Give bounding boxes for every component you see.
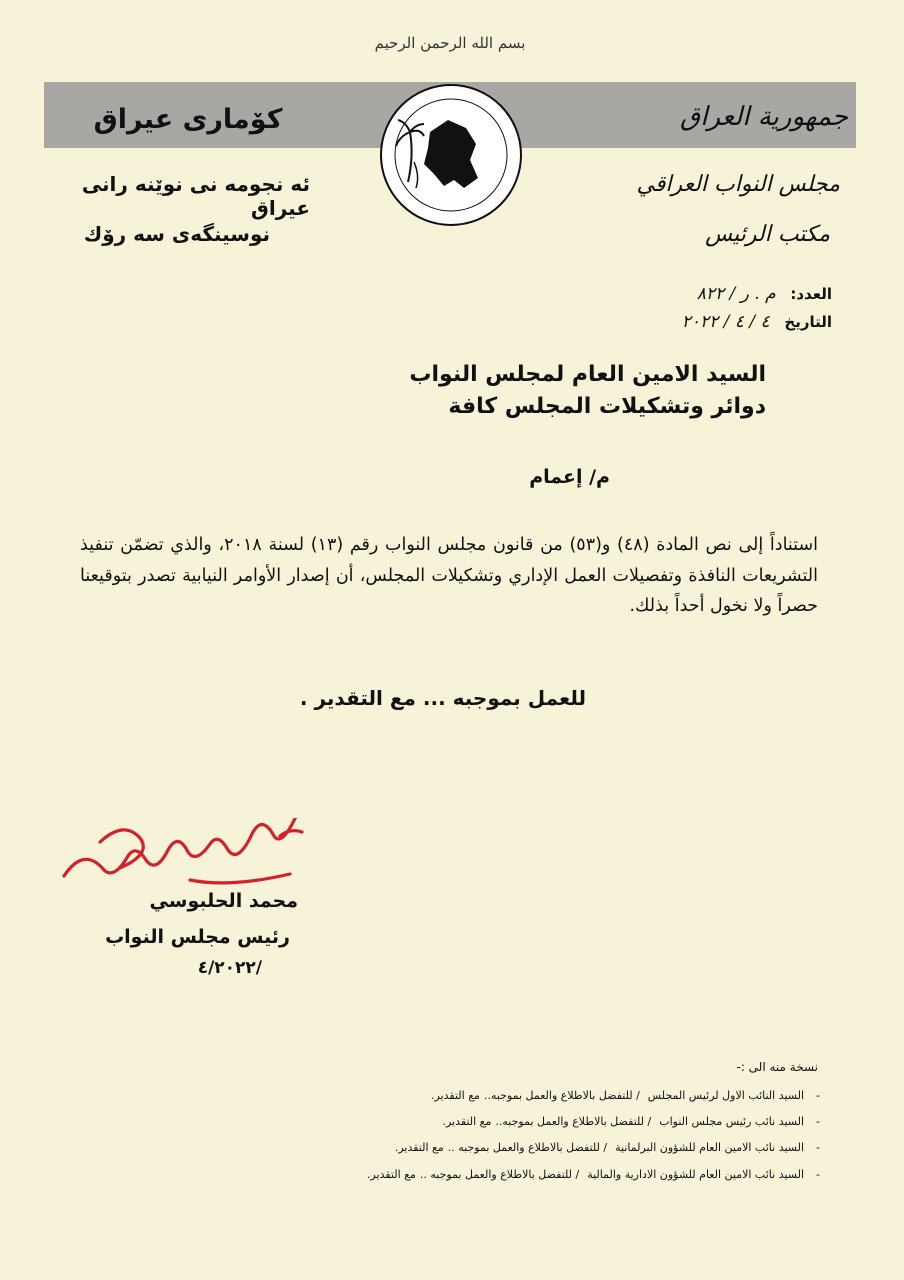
signature-date: /٤/٢٠٢٢ (197, 958, 262, 978)
copy-dash: - (816, 1115, 820, 1128)
kurdish-republic-title: كۆماری عیراق (93, 104, 283, 135)
addressee-line: دوائر وتشكيلات المجلس كافة (448, 394, 766, 419)
copy-purpose: / للتفضل بالاطلاع والعمل بموجبه .. (447, 1141, 608, 1154)
reference-number-label: العدد: (790, 285, 832, 303)
arabic-office-title: مكتب الرئيس (705, 222, 830, 247)
copy-recipient-row (180, 1089, 820, 1102)
reference-number-value: م . ر / ٨٢٢ (696, 284, 776, 304)
handwritten-signature (60, 818, 326, 900)
arabic-republic-title: جمهورية العراق (680, 102, 848, 132)
closing-line: للعمل بموجبه ... مع التقدير . (299, 686, 586, 710)
copies-heading: نسخة منه الى :- (736, 1060, 818, 1074)
copy-recipient: السيد النائب الاول لرئيس المجلس (647, 1089, 805, 1102)
kurdish-parliament-title: ئه نجومه نی نوێنه رانی عیراق (81, 172, 310, 220)
copy-purpose: / للتفضل بالاطلاع والعمل بموجبه.. (483, 1089, 640, 1102)
reference-number (610, 284, 832, 304)
copy-recipient: السيد نائب الامين العام للشؤون البرلمانية (615, 1141, 805, 1154)
copy-recipient: السيد نائب الامين العام للشؤون الادارية والمالية (587, 1168, 805, 1181)
reference-date-label: التاريخ (784, 313, 832, 331)
copy-dash: - (816, 1141, 820, 1154)
arabic-parliament-title: مجلس النواب العراقي (636, 172, 840, 197)
signer-name: محمد الحلبوسي (149, 890, 298, 912)
copy-dash: - (816, 1089, 820, 1102)
copy-dash: - (816, 1168, 820, 1181)
copy-recipient-row (180, 1141, 820, 1154)
subject-line: م/ إعمام (529, 466, 610, 488)
copy-purpose: / للتفضل بالاطلاع والعمل بموجبه .. (419, 1168, 580, 1181)
reference-date (610, 312, 832, 332)
copy-courtesy: مع التقدير. (431, 1089, 480, 1102)
copy-courtesy: مع التقدير. (442, 1115, 492, 1128)
parliament-emblem-icon (378, 82, 524, 228)
copy-purpose: / للتفضل بالاطلاع والعمل بموجبه.. (495, 1115, 652, 1128)
copy-recipient-row (180, 1115, 820, 1128)
signer-title: رئيس مجلس النواب (105, 926, 290, 948)
copy-recipient: السيد نائب رئيس مجلس النواب (659, 1115, 805, 1128)
copy-courtesy: مع التقدير. (394, 1141, 444, 1154)
copy-recipient-row (180, 1168, 820, 1181)
addressee-line: السيد الامين العام لمجلس النواب (409, 362, 766, 387)
body-paragraph: استناداً إلى نص المادة (٤٨) و(٥٣) من قانون مجلس النواب رقم (١٣) لسنة ٢٠١٨، والذي تضمّن تنفيذ التشريعات النافذة وتفصيلات العمل الإداري وتشكيلات المجلس، أن إصدار الأوامر النيابية تصدر بتوقيعنا حصراً ولا نخول أحداً بذلك. (80, 535, 818, 616)
reference-date-value: ٤ / ٤ / ٢٠٢٢ (681, 312, 770, 332)
basmala: بسم الله الرحمن الرحيم (374, 34, 526, 52)
kurdish-office-title: نوسینگەی سه رۆك (83, 222, 270, 246)
copy-courtesy: مع التقدير. (366, 1168, 416, 1181)
